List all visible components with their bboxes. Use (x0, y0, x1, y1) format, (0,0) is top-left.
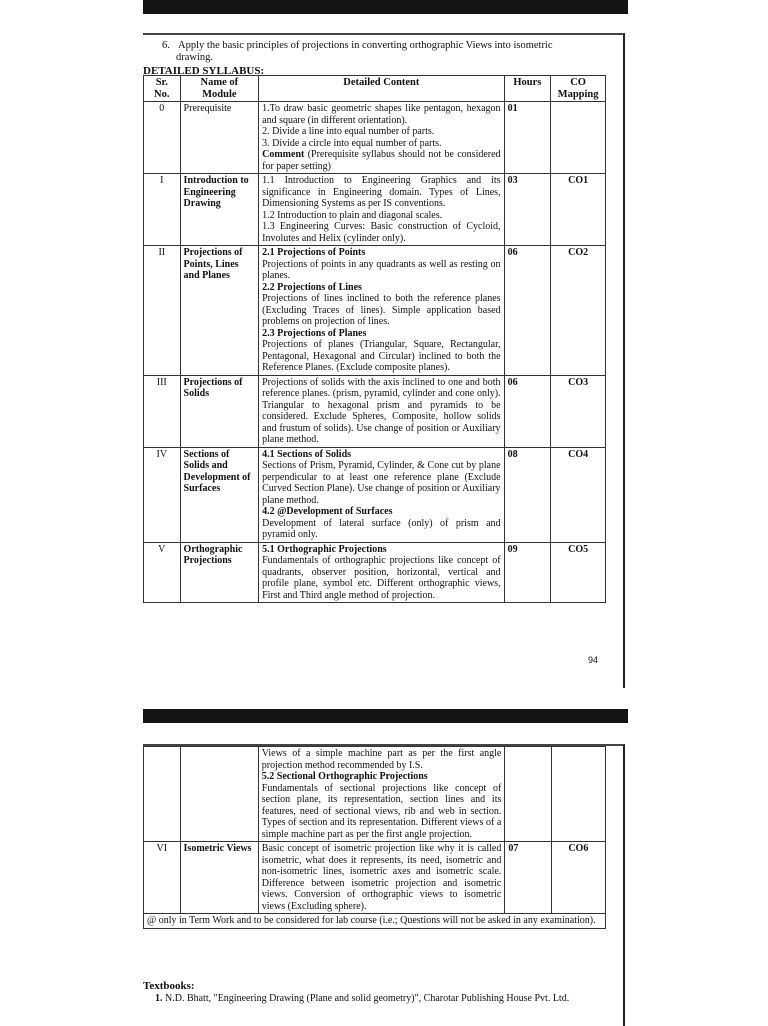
textbook-number: 1. (155, 993, 163, 1004)
content-text: Comment (262, 149, 305, 160)
content-paragraph (262, 259, 500, 282)
module-name: Orthographic Projections (180, 542, 259, 603)
content-text: Fundamentals of orthographic projections like concept of quadrants, observer position, horizontal, vertical and profile plane, symbol etc. Different orthographic views, First and Third angle method of projection. (262, 555, 501, 601)
content-paragraph (262, 748, 502, 771)
module-name: Introduction to Engineering Drawing (180, 174, 259, 246)
module-content (259, 447, 504, 542)
module-name: Projections of Solids (180, 375, 259, 447)
content-paragraph (262, 175, 500, 210)
header-co-mapping: CO Mapping (551, 76, 606, 102)
section-title: DETAILED SYLLABUS: (143, 65, 265, 77)
content-text: 1.To draw basic geometric shapes like pentagon, hexagon and square (in different orientation). (262, 103, 501, 126)
module-sr-no: II (144, 246, 181, 376)
content-text: Projections of planes (Triangular, Square, Rectangular, Pentagonal, Hexagonal and Circular) inclined to both the Reference Planes. (Exclude composite planes). (262, 339, 501, 373)
module-name: Prerequisite (180, 102, 259, 174)
content-paragraph (262, 339, 500, 374)
module-hours: 06 (504, 246, 551, 376)
footnote-row (144, 914, 606, 929)
content-paragraph (262, 138, 500, 150)
table-row (144, 174, 606, 246)
module-co-mapping (551, 102, 606, 174)
module-hours: 01 (504, 102, 551, 174)
module-co-mapping: CO6 (551, 842, 605, 914)
textbook-text: N.D. Bhatt, "Engineering Drawing (Plane and solid geometry)", Charotar Publishing House Pvt. Ltd. (165, 993, 570, 1004)
table-row (144, 102, 606, 174)
content-text: Sections of Prism, Pyramid, Cylinder, & Cone cut by plane perpendicular to at least one reference plane (Exclude Curved Section Plane). Use change of position or Auxiliary plane method. (262, 460, 501, 506)
content-subheading (262, 506, 500, 518)
footnote: @ only in Term Work and to be considered for lab course (i.e.; Questions will not be asked in any examination). (144, 914, 606, 929)
module-content (259, 542, 504, 603)
textbook-item (155, 993, 605, 1005)
content-text: Views of a simple machine part as per the first angle projection method recommended by I.S. (261, 748, 502, 771)
content-paragraph (262, 460, 500, 506)
module-hours: 08 (504, 447, 551, 542)
module-hours (505, 747, 551, 842)
module-name: Projections of Points, Lines and Planes (180, 246, 259, 376)
module-content (258, 842, 505, 914)
content-text: 2.1 Projections of Points (262, 247, 366, 258)
module-sr-no: V (144, 542, 181, 603)
content-subheading (262, 771, 502, 783)
table-row (144, 375, 606, 447)
content-text: 4.2 @Development of Surfaces (262, 506, 393, 517)
content-paragraph (262, 783, 502, 841)
content-text: 2.3 Projections of Planes (262, 327, 367, 339)
content-paragraph (262, 555, 500, 601)
content-paragraph (262, 377, 500, 446)
content-subheading (262, 449, 500, 461)
content-subheading (262, 328, 500, 340)
module-hours: 09 (504, 542, 551, 603)
module-sr-no: IV (144, 447, 181, 542)
module-name (180, 747, 258, 842)
page-number: 94 (588, 655, 599, 665)
content-text: Projections of lines inclined to both the reference planes (Excluding Traces of lines). Simple application based problems on projection of lines. (262, 293, 501, 327)
module-co-mapping: CO1 (551, 174, 606, 246)
content-paragraph (262, 518, 500, 541)
content-text: 1.2 Introduction to plain and diagonal scales. (262, 209, 443, 221)
content-subheading (262, 149, 500, 172)
syllabus-table-continued-body (144, 747, 606, 914)
header-hours: Hours (504, 76, 551, 102)
syllabus-table (143, 75, 606, 603)
table-row (144, 447, 606, 542)
course-objective-6 (162, 40, 602, 64)
content-text: 5.1 Orthographic Projections (262, 543, 387, 555)
content-paragraph (262, 126, 500, 138)
module-sr-no (144, 747, 181, 842)
content-paragraph (262, 843, 502, 912)
content-paragraph (262, 221, 500, 244)
content-subheading (262, 544, 500, 556)
content-text: 4.1 Sections of Solids (262, 448, 352, 460)
table-row (144, 842, 606, 914)
table-row (144, 747, 606, 842)
content-text: 1.1 Introduction to Engineering Graphics and its significance in Engineering domain. Types of Lines, Dimensioning Systems as per IS conventions. (262, 175, 501, 209)
module-sr-no: 0 (144, 102, 181, 174)
textbooks-heading: Textbooks: (143, 980, 195, 992)
content-subheading (262, 282, 500, 294)
module-hours: 06 (504, 375, 551, 447)
module-name: Isometric Views (180, 842, 258, 914)
module-content (259, 246, 504, 376)
header-sr-no: Sr. No. (144, 76, 181, 102)
objective-text: Apply the basic principles of projections in converting orthographic Views into isometric (178, 40, 553, 51)
content-text: 1.3 Engineering Curves: Basic construction of Cycloid, Involutes and Helix (cylinder only). (262, 221, 501, 244)
module-co-mapping: CO4 (551, 447, 606, 542)
content-text: Development of lateral surface (only) of prism and pyramid only. (262, 517, 501, 540)
content-text: 2.2 Projections of Lines (262, 281, 362, 293)
module-content (259, 375, 504, 447)
module-sr-no: III (144, 375, 181, 447)
module-content (259, 174, 504, 246)
syllabus-table-continued (143, 746, 606, 929)
content-text: Fundamentals of sectional projections like concept of section plane, its representation, section lines and its features, need of sectional views, rib and web in section. Types of section and its representation. Different views of a simple machine part as per the first angle projection. (261, 782, 502, 840)
module-co-mapping: CO5 (551, 542, 606, 603)
header-detailed-content: Detailed Content (259, 76, 504, 102)
content-text: 3. Divide a circle into equal number of parts. (262, 137, 442, 149)
table-row (144, 542, 606, 603)
module-sr-no: VI (144, 842, 181, 914)
content-text: Projections of solids with the axis inclined to one and both reference planes. (prism, pyramid, cylinder and cone only). Triangular to hexagonal prism and pyramids to be considered. Exclude Spheres, Composite, hollow solids and frustum of solids). Use change of position or Auxiliary plane method. (262, 376, 501, 445)
content-suffix: (Prerequisite syllabus should not be considered for paper setting) (262, 149, 501, 172)
content-text: Basic concept of isometric projection like why it is called isometric, what does it represents, its need, isometric and non-isometric lines, isometric axes and isometric scale. Difference between isometric projection and isometric views. Conversion of orthographic views to isometric views (Excluding sphere). (261, 843, 502, 912)
module-hours: 03 (504, 174, 551, 246)
content-paragraph (262, 210, 500, 222)
objective-number: 6. (162, 40, 170, 51)
module-co-mapping: CO3 (551, 375, 606, 447)
module-hours: 07 (505, 842, 551, 914)
page-break-bar (143, 709, 628, 723)
objective-continuation: drawing. (176, 52, 214, 63)
content-paragraph (262, 103, 500, 126)
module-co-mapping: CO2 (551, 246, 606, 376)
table-header-row (144, 76, 606, 102)
table-row (144, 246, 606, 376)
content-text: 2. Divide a line into equal number of parts. (262, 126, 435, 137)
content-paragraph (262, 293, 500, 328)
page-top-bar (143, 0, 628, 14)
content-subheading (262, 247, 500, 259)
module-content (258, 747, 505, 842)
content-text: Projections of points in any quadrants as well as resting on planes. (262, 258, 501, 281)
header-module-name: Name of Module (180, 76, 259, 102)
module-co-mapping (551, 747, 605, 842)
module-sr-no: I (144, 174, 181, 246)
module-name: Sections of Solids and Development of Surfaces (180, 447, 259, 542)
module-content (259, 102, 504, 174)
content-text: 5.2 Sectional Orthographic Projections (261, 771, 428, 782)
syllabus-table-body (144, 102, 606, 603)
